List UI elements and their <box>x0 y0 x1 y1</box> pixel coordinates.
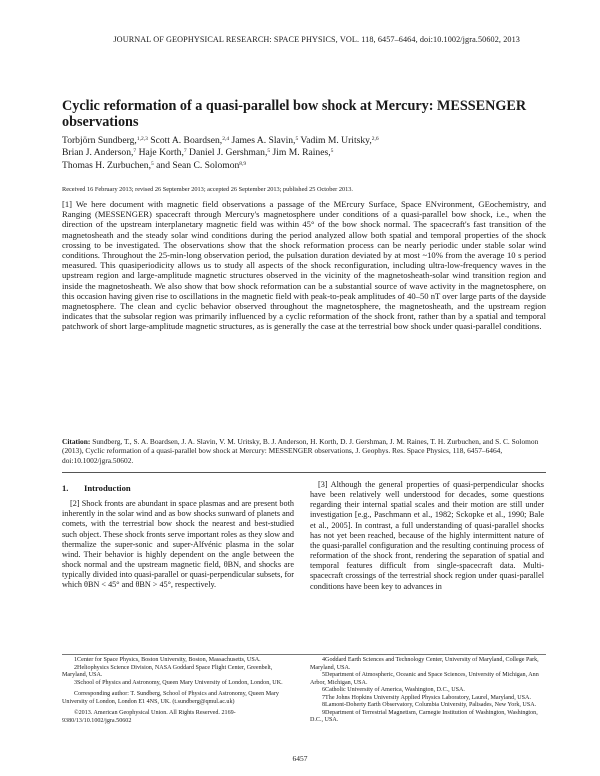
corresponding-author: Corresponding author: T. Sundberg, School of Physics and Astronomy, Queen Mary University of London, London E1 4NS, UK. (t.sundberg@qmul.ac.uk) <box>62 691 279 705</box>
affiliation-footnote: 9Department of Terrestrial Magnetism, Carnegie Institution of Washington, Washington, D.C., USA. <box>310 709 538 723</box>
paragraph-marker: [1] <box>62 199 73 209</box>
body-paragraph: [2] Shock fronts are abundant in space plasmas and are present both inherently in the solar wind and as bow shocks sunward of planets and comets, with the terrestrial bow shock the nearest and best-studied such object. These shock fronts serve important roles as they slow and thermalize the super-sonic and super-Alfvénic plasma in the solar wind. Their behavior is highly dependent on the angle between the shock normal and the upstream magnetic field, θBN, and shocks are typically divided into quasi-parallel or quasi-perpendicular subsets, for which θBN < 45° and θBN > 45°, respectively. <box>62 499 294 590</box>
body-column-left <box>62 480 294 591</box>
publication-dates: Received 16 February 2013; revised 26 September 2013; accepted 26 September 2013; published 25 October 2013. <box>62 186 353 193</box>
section-number: 1. <box>62 483 69 493</box>
author: Haje Korth, <box>136 147 184 159</box>
affiliation-footnote: 4Goddard Earth Sciences and Technology Center, University of Maryland, College Park, Maryland, USA. <box>310 657 539 671</box>
citation <box>62 437 542 465</box>
author: and Sean C. Solomon <box>153 159 240 171</box>
affiliation-footnote: 1Center for Space Physics, Boston University, Boston, Massachusetts, USA. <box>74 657 261 663</box>
author: Torbjörn Sundberg, <box>62 135 137 146</box>
affiliation-footnote: 7The Johns Hopkins University Applied Physics Laboratory, Laurel, Maryland, USA. <box>322 694 531 701</box>
author-affiliation: 2,4 <box>222 136 230 142</box>
footnotes-right <box>310 657 544 725</box>
abstract-text: We here document with magnetic field observations a passage of the MErcury Surface, Space ENvironment, GEochemistry, and Ranging (MESSENGER) spacecraft through Mercury's magnetosphere under conditions of a quasi-parallel bow shock, i.e., when the direction of the upstream interplanetary magnetic field was within 45° of the bow shock normal. The spacecraft's fast transition of the magnetosheath and the steady solar wind conditions during the period analyzed allow both spatial and temporal properties of the shock crossing to be investigated. The observations show that the shock reformation process can be nearly periodic under stable solar wind conditions. Throughout the 25-min-long observation period, the pulsation duration deviated by at most ~10% from the average 10 s period measured. This quasiperiodicity allows us to study all aspects of the shock reconfiguration, including ultra-low-frequency waves in the upstream region and large-amplitude magnetic structures observed in the vicinity of the magnetosheath-solar wind transition region and inside the magnetosheath. We also show that bow shock reformation can be a substantial source of wave activity in the magnetosphere, on this occasion having given rise to oscillations in the magnetic field with peak-to-peak amplitudes of 40–50 nT over large parts of the dayside magnetosphere. The clean and cyclic behavior observed throughout the magnetosphere, the magnetosheath, and the upstream region indicates that the subsolar region was primarily influenced by a cyclic reformation of the shock front, rather than by a spatial and temporal patchwork of short large-amplitude magnetic structures, as is generally the case at the terrestrial bow shock under quasi-parallel conditions. <box>62 199 546 332</box>
author-affiliation: 2,6 <box>371 136 379 142</box>
section-title: Introduction <box>84 483 131 493</box>
author: Brian J. Anderson, <box>62 147 134 159</box>
abstract <box>62 199 546 332</box>
author-affiliation: 8,9 <box>239 160 247 167</box>
author: Jim M. Raines, <box>270 147 331 159</box>
paper-title: Cyclic reformation of a quasi-parallel bow shock at Mercury: MESSENGER observations <box>62 98 527 130</box>
author-affiliation: 5 <box>267 148 271 155</box>
affiliation-footnote: 3School of Physics and Astronomy, Queen Mary University of London, London, UK. <box>74 679 283 686</box>
body-column-right <box>310 480 544 592</box>
author-affiliation: 5 <box>330 148 334 155</box>
author: Daniel J. Gershman, <box>186 147 268 159</box>
author: James A. Slavin, <box>229 135 296 146</box>
author: Vadim M. Uritsky, <box>298 135 372 146</box>
author-affiliation: 1,2,3 <box>136 136 148 142</box>
footnotes-left <box>62 657 294 725</box>
citation-text: Sundberg, T., S. A. Boardsen, J. A. Slavin, V. M. Uritsky, B. J. Anderson, H. Korth, D. J. Gershman, J. M. Raines, T. H. Zurbuchen, and S. C. Solomon (2013), Cyclic reformation of a quasi-parallel bow shock at Mercury: MESSENGER observations, J. Geophys. Res. Space Physics, 118, 6457–6464, doi:10.1002/jgra.50602. <box>62 437 539 465</box>
copyright-notice: ©2013. American Geophysical Union. All Rights Reserved. 2169-9380/13/10.1002/jgra.50602 <box>62 710 236 724</box>
affiliation-footnote: 8Lamont-Doherty Earth Observatory, Columbia University, Palisades, New York, USA. <box>322 702 537 708</box>
author-affiliation: 7 <box>133 148 137 155</box>
author: Scott A. Boardsen, <box>147 135 223 146</box>
author: Thomas H. Zurbuchen, <box>62 159 151 171</box>
author-affiliation: 7 <box>183 148 187 155</box>
affiliation-footnote: 5Department of Atmospheric, Oceanic and Space Sciences, University of Michigan, Ann Arbor, Michigan, USA. <box>310 672 539 686</box>
affiliation-footnote: 6Catholic University of America, Washington, D.C., USA. <box>322 687 465 693</box>
affiliation-footnote: 2Heliophysics Science Division, NASA Goddard Space Flight Center, Greenbelt, Maryland, USA. <box>62 664 273 678</box>
author-affiliation: 5 <box>151 160 154 167</box>
section-heading <box>62 483 294 493</box>
citation-label: Citation: <box>62 437 91 446</box>
footnote-divider <box>62 654 546 655</box>
divider <box>62 472 546 473</box>
body-paragraph: [3] Although the general properties of quasi-perpendicular shocks have been relatively well understood for decades, some questions regarding their internal spatial scales and their motion are still under investigation [e.g., Paschmann et al., 1982; Sckopke et al., 1990; Bale et al., 2005]. In contrast, a full understanding of quasi-parallel shocks has not yet been reached, because of the highly intermittent nature of the quasi-parallel configuration and the resulting continuing process of reformation of the shock front, rendering the separation of spatial and temporal features difficult from single-spacecraft data. Multi-spacecraft crossings of the terrestrial shock region under quasi-parallel conditions have been key to advances in <box>310 480 544 591</box>
author-affiliation: 5 <box>295 136 299 142</box>
author-list <box>62 135 542 172</box>
page-number: 6457 <box>292 754 308 763</box>
journal-header: JOURNAL OF GEOPHYSICAL RESEARCH: SPACE PHYSICS, VOL. 118, 6457–6464, doi:10.1002/jgra.50602, 2013 <box>113 35 520 44</box>
